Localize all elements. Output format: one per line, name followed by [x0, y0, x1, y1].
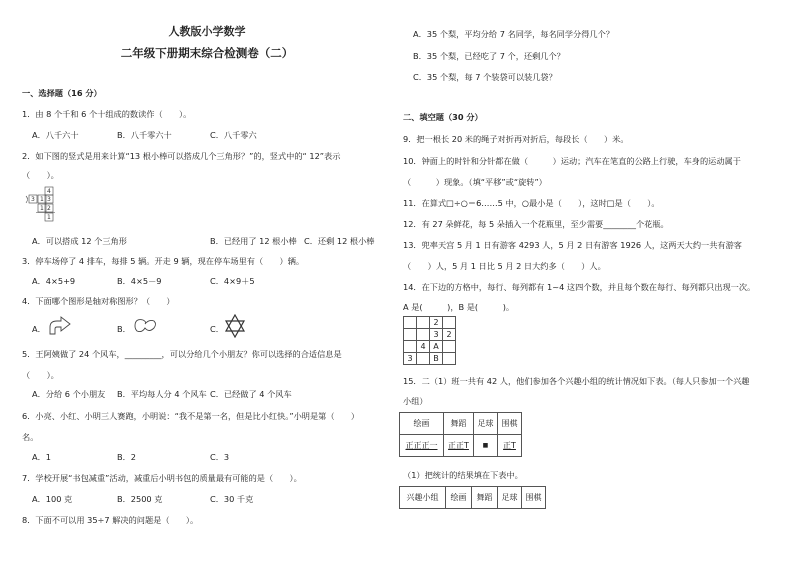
title-line-2: 二年级下册期末综合检测卷（二） [120, 46, 294, 60]
question-15-continued: 小组） [403, 396, 428, 406]
division-digit: 3 [47, 196, 51, 203]
q1-option-b[interactable]: B．八千零六十 [117, 130, 172, 140]
result-header: 围棋 [522, 487, 546, 509]
q6-option-c[interactable]: C．3 [210, 452, 230, 462]
tally-header: 绘画 [400, 413, 444, 435]
question-5: 5．王阿姨做了 24 个风车，_________，可以分给几个小朋友？你可以选择的合适信息是 [22, 349, 342, 359]
q6-option-a[interactable]: A．1 [32, 452, 51, 462]
tally-value: 正正正一 [400, 435, 444, 457]
question-13: 13．兜率天宫 5 月 1 日有游客 4293 人，5 月 2 日有游客 1926 人，这两天大约一共有游客 [403, 240, 742, 250]
question-8: 8．下面不可以用 35÷7 解决的问题是（ ）。 [22, 515, 199, 525]
question-9: 9．把一根长 20 米的绳子对折再对折后，每段长（ ）米。 [403, 134, 629, 144]
q7-option-c[interactable]: C．30 千克 [210, 494, 254, 504]
tally-table [399, 412, 522, 457]
section-1-heading: 一、选择题（16 分） [22, 88, 102, 98]
grid-cell [417, 317, 430, 329]
division-digit: 1 [40, 205, 44, 212]
grid-cell [443, 353, 456, 365]
star-of-david-icon [224, 314, 246, 338]
division-digit: 1 [40, 196, 44, 203]
division-figure [24, 186, 58, 224]
result-header: 绘画 [446, 487, 472, 509]
grid-cell [404, 329, 417, 341]
grid-cell: 3 [430, 329, 443, 341]
sudoku-grid [403, 316, 456, 365]
q8-option-c[interactable]: C．35 个梨，每 7 个装袋可以装几袋？ [413, 72, 557, 82]
grid-cell [417, 329, 430, 341]
tally-header: 舞蹈 [444, 413, 474, 435]
question-1: 1．由 8 个千和 6 个十组成的数读作（ ）。 [22, 109, 192, 119]
q5-option-c[interactable]: C．已经做了 4 个风车 [210, 389, 292, 399]
tally-value: 正正T [444, 435, 474, 457]
grid-cell [404, 341, 417, 353]
division-digit: 1 [47, 214, 51, 221]
question-15: 15．二（1）班一共有 42 人，他们参加各个兴趣小组的统计情况如下表。（每人只参加一个兴趣 [403, 376, 750, 386]
q3-option-a[interactable]: A．4×5+9 [32, 276, 76, 286]
tally-header: 足球 [474, 413, 498, 435]
question-13-continued: （ ）人，5 月 1 日比 5 月 2 日大约多（ ）人。 [403, 261, 606, 271]
grid-cell: A [430, 341, 443, 353]
question-7: 7．学校开展“书包减重”活动，减重后小明书包的质量最有可能的是（ ）。 [22, 473, 302, 483]
question-14: 14．在下边的方格中，每行、每列都有 1~4 这四个数，并且每个数在每行、每列都只出现一次。 [403, 282, 756, 292]
question-11: 11．在算式□÷○＝6……5 中，○最小是（ ），这时□是（ ）。 [403, 198, 660, 208]
grid-cell: 2 [443, 329, 456, 341]
q3-option-b[interactable]: B．4×5－9 [117, 276, 162, 286]
grid-cell [417, 353, 430, 365]
section-2-heading: 二、填空题（30 分） [403, 112, 483, 122]
question-6-continued: 名。 [22, 432, 39, 442]
q2-option-b[interactable]: B．已经用了 12 根小棒 [210, 236, 297, 246]
heart-shape-icon [132, 316, 158, 336]
q5-option-a[interactable]: A．分给 6 个小朋友 [32, 389, 106, 399]
question-2: 2．如下图的竖式是用来计算“13 根小棒可以搭成几个三角形？”的，竖式中的“ 12”表示 [22, 151, 341, 161]
question-12: 12．有 27 朵鲜花，每 5 朵插入一个花瓶里，至少需要________个花瓶。 [403, 219, 669, 229]
division-digit: 4 [47, 188, 51, 195]
curved-arrow-icon [48, 316, 72, 336]
q5-option-b[interactable]: B．平均每人分 4 个风车 [117, 389, 207, 399]
q6-option-b[interactable]: B．2 [117, 452, 137, 462]
question-15-part-1: （1）把统计的结果填在下表中。 [403, 470, 523, 480]
q4-option-c[interactable]: C． [210, 324, 224, 334]
q2-option-c[interactable]: C．还剩 12 根小棒 [304, 236, 375, 246]
grid-cell: 3 [404, 353, 417, 365]
q1-option-a[interactable]: A．八千六十 [32, 130, 79, 140]
question-2-continued: （ ）。 [22, 170, 59, 180]
result-header: 足球 [498, 487, 522, 509]
result-table [399, 486, 546, 509]
division-digit: 3 [31, 196, 35, 203]
question-6: 6．小亮、小红、小明三人赛跑，小明说：“我不是第一名，但是比小红快。”小明是第（ ） [22, 411, 360, 421]
question-5-continued: （ ）。 [22, 370, 59, 380]
result-header: 兴趣小组 [400, 487, 446, 509]
question-10: 10．钟面上的时针和分针都在做（ ）运动；汽车在笔直的公路上行驶，车身的运动属于 [403, 156, 741, 166]
q7-option-a[interactable]: A．100 克 [32, 494, 73, 504]
q4-option-a[interactable]: A． [32, 324, 46, 334]
q8-option-b[interactable]: B．35 个梨，已经吃了 7 个，还剩几个？ [413, 51, 565, 61]
grid-cell [404, 317, 417, 329]
division-digit: 2 [47, 205, 51, 212]
q2-option-a[interactable]: A．可以搭成 12 个三角形 [32, 236, 127, 246]
grid-cell [443, 341, 456, 353]
q8-option-a[interactable]: A．35 个梨，平均分给 7 名同学，每名同学分得几个？ [413, 29, 614, 39]
q1-option-c[interactable]: C．八千零六 [210, 130, 257, 140]
tally-header: 围棋 [498, 413, 522, 435]
tally-value: 正T [498, 435, 522, 457]
grid-cell [443, 317, 456, 329]
tally-value: ■ [474, 435, 498, 457]
question-3: 3．停车场停了 4 排车，每排 5 辆。开走 9 辆，现在停车场里有（ ）辆。 [22, 256, 305, 266]
grid-cell: 2 [430, 317, 443, 329]
grid-cell: 4 [417, 341, 430, 353]
q7-option-b[interactable]: B．2500 克 [117, 494, 163, 504]
question-4: 4．下面哪个图形是轴对称图形？（ ） [22, 296, 175, 306]
q4-option-b[interactable]: B． [117, 324, 131, 334]
question-14-continued: A 是( )，B 是( )。 [403, 302, 515, 312]
q3-option-c[interactable]: C．4×9＋5 [210, 276, 255, 286]
grid-cell: B [430, 353, 443, 365]
result-header: 舞蹈 [472, 487, 498, 509]
question-10-continued: （ ）现象。（填“平移”或“旋转”） [403, 177, 547, 187]
title-line-1: 人教版小学数学 [168, 25, 246, 38]
